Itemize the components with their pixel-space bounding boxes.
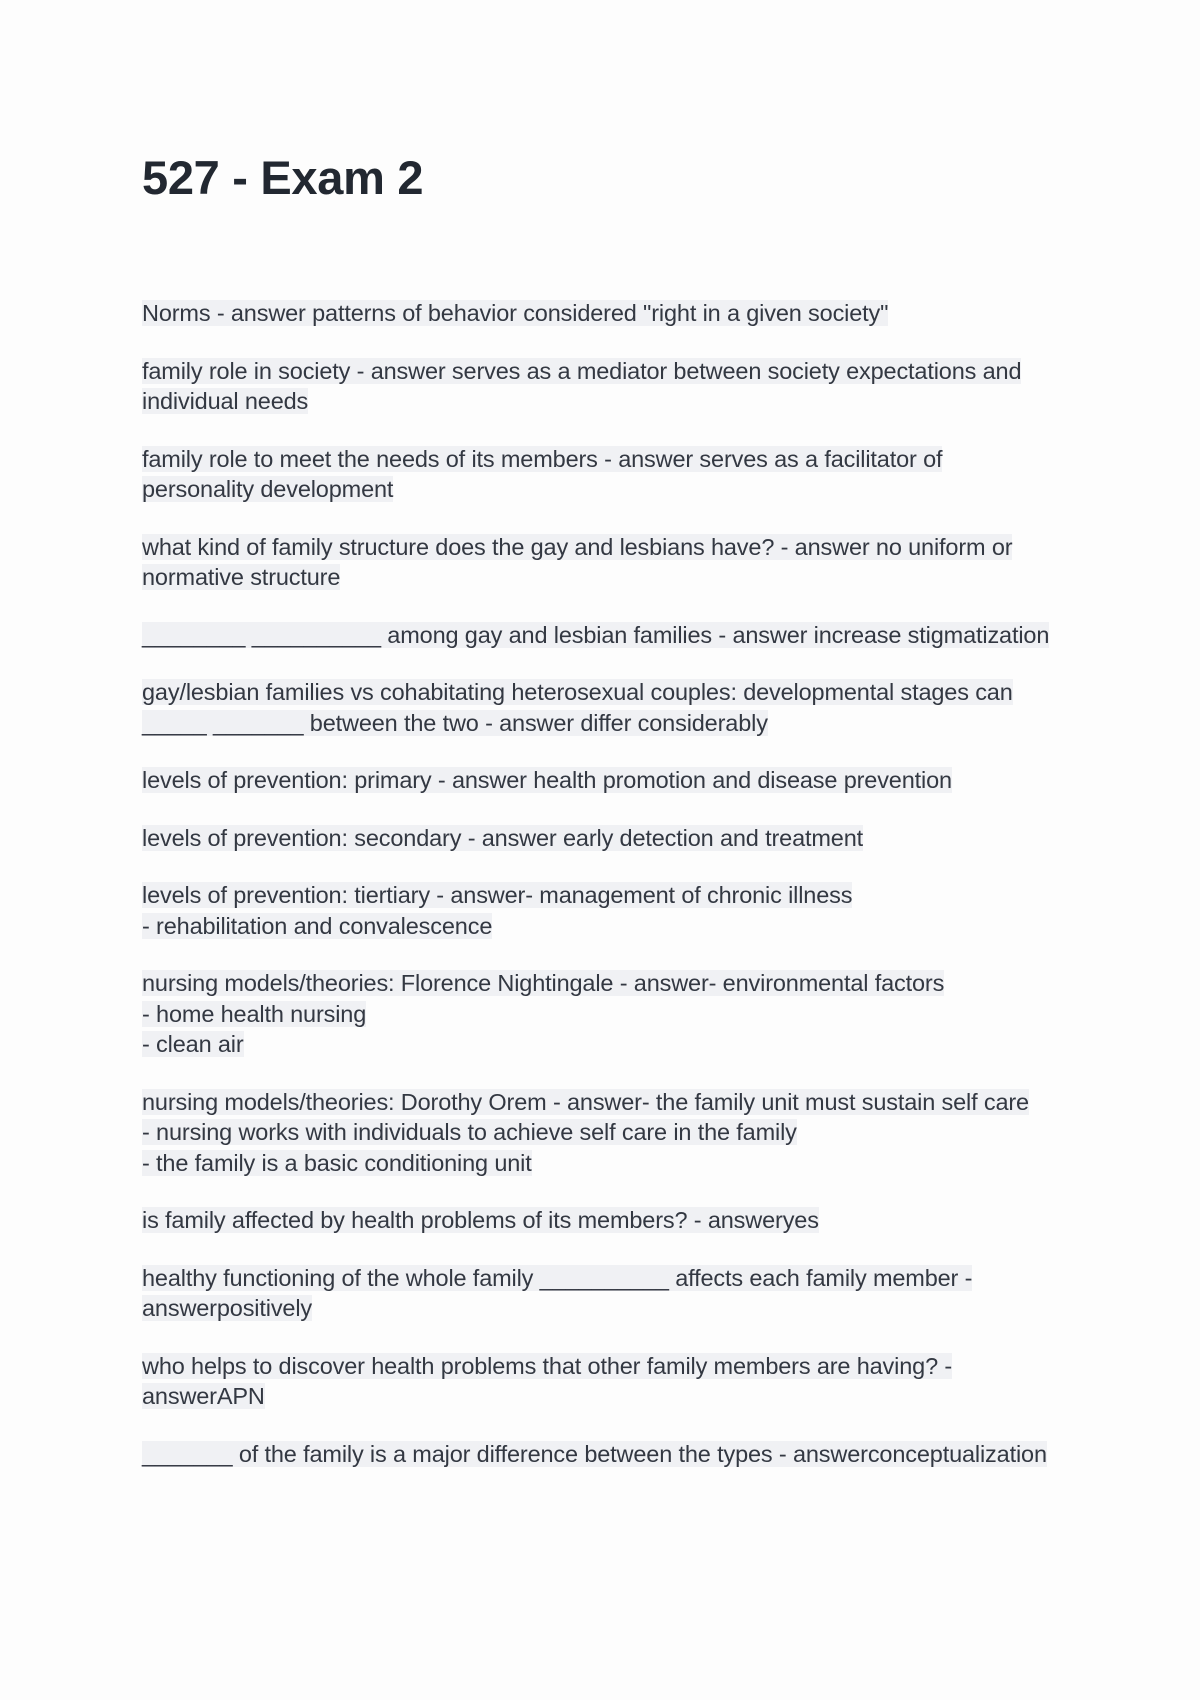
qa-line-text: what kind of family structure does the gay and lesbians have? - answer no uniform or xyxy=(142,533,1013,560)
qa-line xyxy=(142,1087,1072,1118)
qa-line xyxy=(142,708,1072,739)
qa-line xyxy=(142,356,1072,387)
qa-line-text: nursing models/theories: Dorothy Orem - answer- the family unit must sustain self care xyxy=(142,1088,1029,1115)
qa-line-text: normative structure xyxy=(142,564,341,590)
qa-line-text: _______ of the family is a major difference between the types - answerconceptualization xyxy=(142,1440,1047,1467)
qa-line xyxy=(142,1029,1072,1060)
qa-line xyxy=(142,532,1072,563)
qa-line-text: family role in society - answer serves as a mediator between society expectations and xyxy=(142,357,1022,384)
qa-line xyxy=(142,1293,1072,1324)
qa-line-text: Norms - answer patterns of behavior considered "right in a given society" xyxy=(142,300,889,326)
qa-line-text: - nursing works with individuals to achieve self care in the family xyxy=(142,1119,797,1145)
qa-entry xyxy=(142,1263,1072,1324)
qa-line-text: - the family is a basic conditioning unit xyxy=(142,1149,532,1176)
qa-entry xyxy=(142,677,1072,738)
qa-line-text: gay/lesbian families vs cohabitating heterosexual couples: developmental stages can xyxy=(142,679,1013,705)
qa-entry xyxy=(142,968,1072,1060)
qa-line xyxy=(142,386,1072,417)
qa-line xyxy=(142,999,1072,1030)
qa-line xyxy=(142,1117,1072,1148)
qa-line-text: answerpositively xyxy=(142,1295,313,1321)
qa-line-text: - home health nursing xyxy=(142,1000,367,1027)
qa-line-text: individual needs xyxy=(142,388,309,414)
qa-entry xyxy=(142,1439,1072,1470)
page-title: 527 - Exam 2 xyxy=(142,151,424,204)
qa-line-text: healthy functioning of the whole family __________ affects each family member - xyxy=(142,1264,973,1291)
qa-line xyxy=(142,1351,1072,1382)
qa-line-text: who helps to discover health problems that other family members are having? - xyxy=(142,1352,953,1379)
qa-line-text: _____ _______ between the two - answer differ considerably xyxy=(142,709,768,736)
qa-line-text: is family affected by health problems of its members? - answeryes xyxy=(142,1207,819,1233)
qa-line xyxy=(142,1263,1072,1294)
qa-line xyxy=(142,620,1072,651)
qa-line-text: - rehabilitation and convalescence xyxy=(142,912,493,939)
qa-line xyxy=(142,1205,1072,1236)
qa-line xyxy=(142,298,1072,329)
qa-line-text: ________ __________ among gay and lesbian families - answer increase stigmatization xyxy=(142,621,1050,648)
qa-line-text: - clean air xyxy=(142,1031,244,1057)
qa-line-text: nursing models/theories: Florence Nightingale - answer- environmental factors xyxy=(142,970,945,996)
qa-entry xyxy=(142,765,1072,796)
qa-list xyxy=(142,298,1072,1469)
qa-entry xyxy=(142,620,1072,651)
qa-line xyxy=(142,562,1072,593)
qa-line-text: family role to meet the needs of its members - answer serves as a facilitator of xyxy=(142,445,943,472)
qa-entry xyxy=(142,298,1072,329)
qa-line xyxy=(142,1148,1072,1179)
qa-line-text: personality development xyxy=(142,476,394,502)
qa-entry xyxy=(142,823,1072,854)
qa-entry xyxy=(142,1087,1072,1179)
qa-entry xyxy=(142,356,1072,417)
qa-line-text: levels of prevention: tiertiary - answer- management of chronic illness xyxy=(142,882,853,908)
document-page xyxy=(142,150,1072,1496)
qa-line xyxy=(142,823,1072,854)
qa-line-text: answerAPN xyxy=(142,1383,265,1409)
qa-line xyxy=(142,1381,1072,1412)
qa-entry xyxy=(142,1351,1072,1412)
qa-entry xyxy=(142,532,1072,593)
qa-line-text: levels of prevention: primary - answer health promotion and disease prevention xyxy=(142,767,952,793)
qa-line xyxy=(142,911,1072,942)
qa-entry xyxy=(142,444,1072,505)
qa-line xyxy=(142,677,1072,708)
qa-entry xyxy=(142,1205,1072,1236)
qa-line-text: levels of prevention: secondary - answer early detection and treatment xyxy=(142,824,864,851)
qa-entry xyxy=(142,880,1072,941)
qa-line xyxy=(142,880,1072,911)
qa-line xyxy=(142,765,1072,796)
qa-line xyxy=(142,968,1072,999)
qa-line xyxy=(142,1439,1072,1470)
qa-line xyxy=(142,444,1072,475)
qa-line xyxy=(142,474,1072,505)
